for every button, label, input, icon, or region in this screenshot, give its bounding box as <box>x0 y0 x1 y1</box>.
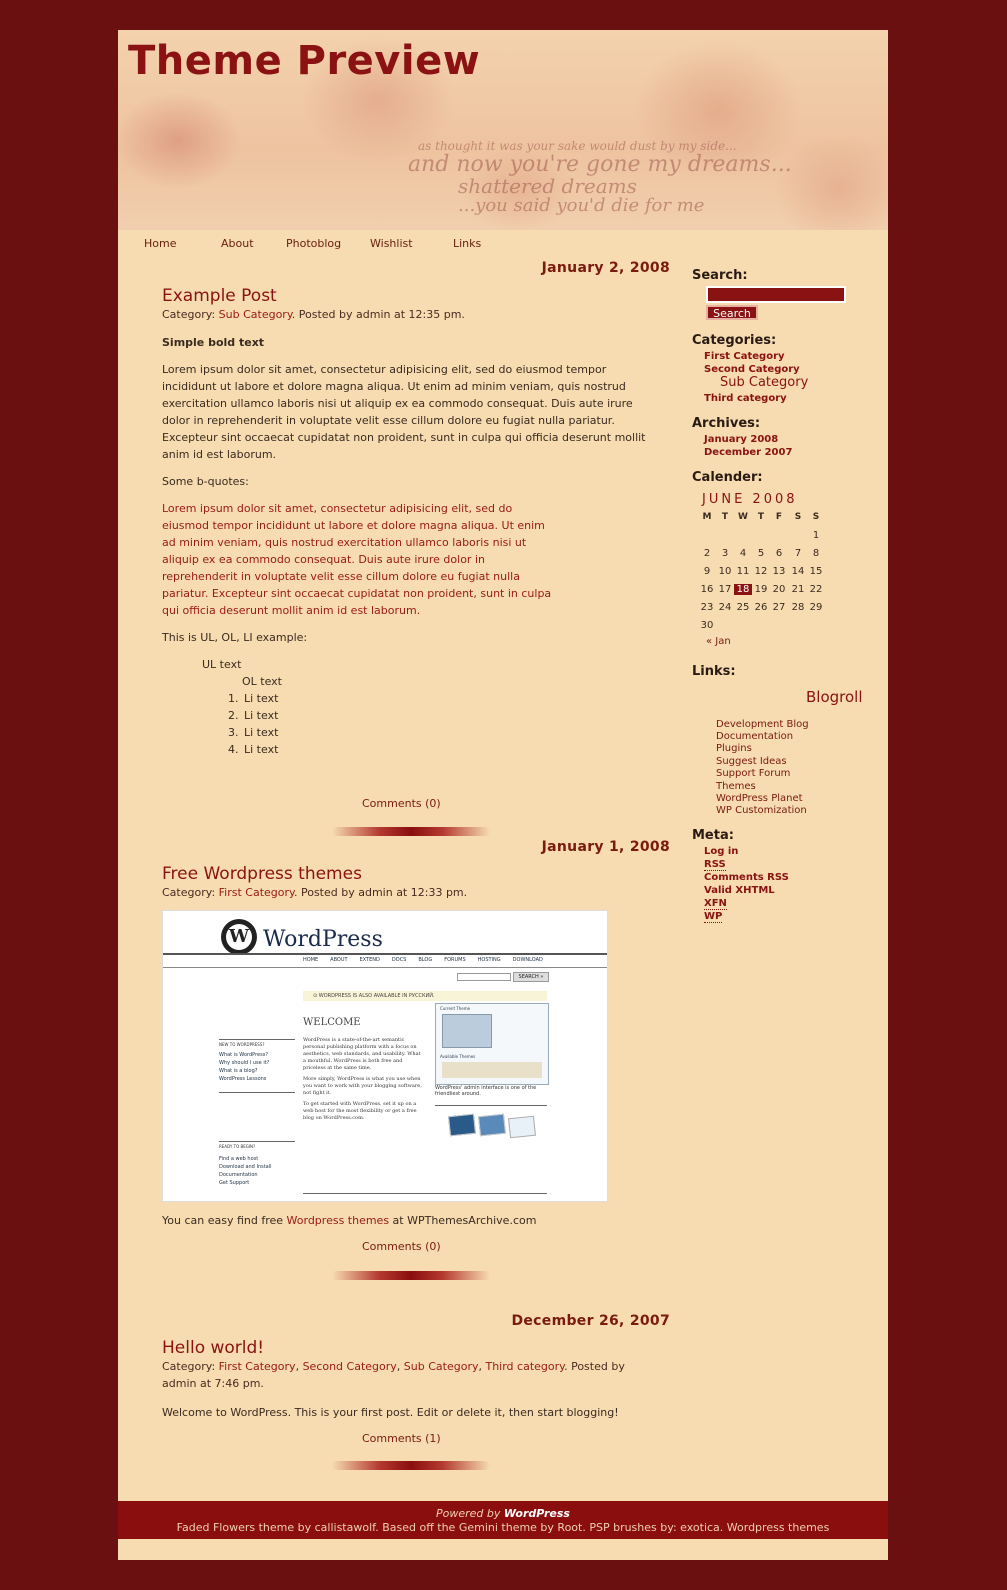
site-header <box>118 30 888 230</box>
meta-suffix: . Posted by admin at 12:35 pm. <box>291 308 465 321</box>
text-suffix: at WPThemesArchive.com <box>389 1214 537 1227</box>
comments-link[interactable]: Comments (0) <box>362 1240 441 1253</box>
archive-jan-2008[interactable]: January 2008 <box>704 434 779 445</box>
calendar-day: 15 <box>809 566 823 577</box>
calendar-day: 12 <box>754 566 768 577</box>
screenshot-panel-title: Current Theme <box>440 1006 471 1011</box>
screenshot-new-item: WordPress Lessons <box>219 1076 267 1082</box>
screenshot-caption: WordPress' admin interface is one of the friendliest around. <box>435 1085 537 1097</box>
calendar-day: 9 <box>703 566 711 577</box>
calendar-day: 6 <box>775 548 783 559</box>
category-link[interactable]: First Category <box>218 1360 296 1373</box>
header-script-line: as thought it was your sake would dust by my side... <box>418 139 737 153</box>
meta-wp-link[interactable]: WP <box>704 911 723 922</box>
meta-login-link[interactable]: Log in <box>704 846 739 857</box>
links-heading: Links: <box>692 664 736 679</box>
post-divider <box>332 1461 490 1470</box>
blogroll-heading: Blogroll <box>806 688 863 706</box>
blogroll-link[interactable]: Documentation <box>716 731 794 742</box>
calendar-day: 7 <box>794 548 802 559</box>
meta-valid-xhtml-link[interactable]: Valid XHTML <box>704 885 775 896</box>
screenshot-rule <box>219 1039 295 1040</box>
search-button[interactable]: Search <box>706 305 758 320</box>
calendar-day: 16 <box>700 584 714 595</box>
blogroll-link[interactable]: WP Customization <box>716 805 807 816</box>
bquotes-label: Some b-quotes: <box>162 475 249 488</box>
screenshot-new-item: What is WordPress? <box>219 1052 268 1058</box>
nav-links[interactable]: Links <box>453 237 482 250</box>
post-divider <box>332 827 490 836</box>
screenshot-ready-head: READY TO BEGIN? <box>219 1144 256 1149</box>
meta-prefix: Category: <box>162 308 219 321</box>
wordpress-wordmark: WordPress <box>263 927 383 952</box>
ordered-list <box>162 690 652 758</box>
post-body <box>162 1212 652 1229</box>
list-label: This is UL, OL, LI example: <box>162 631 308 644</box>
post-divider <box>332 1271 490 1280</box>
wordpress-screenshot <box>162 910 608 1202</box>
post-date: January 2, 2008 <box>541 260 670 276</box>
screenshot-rule <box>303 1193 547 1194</box>
category-link[interactable]: Sub Category <box>218 308 292 321</box>
calendar-day-header: T <box>721 512 729 522</box>
blogroll-link[interactable]: Plugins <box>716 743 752 754</box>
screenshot-search-field <box>457 973 511 981</box>
screenshot-ready-item: Find a web host <box>219 1156 259 1162</box>
screenshot-panel-subtitle: Available Themes <box>440 1054 476 1059</box>
screenshot-new-head: NEW TO WORDPRESS? <box>219 1042 265 1047</box>
site-footer <box>118 1501 888 1539</box>
list-item: 3. Li text <box>242 724 652 741</box>
calendar-day: 14 <box>791 566 805 577</box>
nav-home[interactable]: Home <box>144 237 177 250</box>
nav-wishlist[interactable]: Wishlist <box>370 237 413 250</box>
category-link[interactable]: First Category <box>218 886 294 899</box>
categories-heading: Categories: <box>692 333 777 348</box>
calendar-day: 10 <box>718 566 732 577</box>
blogroll-link[interactable]: Support Forum <box>716 768 791 779</box>
screenshot-new-item: What is a blog? <box>219 1068 258 1074</box>
calendar-day: 1 <box>812 530 820 541</box>
screenshot-rule <box>163 953 607 955</box>
post-title[interactable]: Free Wordpress themes <box>162 864 362 884</box>
calendar-today: 18 <box>734 584 752 595</box>
category-sub[interactable]: Sub Category <box>720 375 809 390</box>
screenshot-paragraph: More simply, WordPress is what you use when you want to work with your blogging software, not fight it. <box>303 1076 422 1096</box>
calendar-day-header: M <box>702 512 712 522</box>
calendar-day-header: W <box>738 512 748 522</box>
screenshot-rule <box>219 1141 295 1142</box>
calendar-day: 26 <box>754 602 768 613</box>
post-meta: Category: First Category, Second Category, Sub Category, Third category. Posted by admin at 7:46 pm. <box>162 1360 625 1390</box>
screenshot-menu-item: DOWNLOAD <box>512 957 543 963</box>
screenshot-theme-row <box>442 1062 542 1078</box>
calendar-day: 20 <box>772 584 786 595</box>
screenshot-menu-item: ABOUT <box>330 957 348 963</box>
meta-rss-link[interactable]: RSS <box>704 859 726 870</box>
blogroll-link[interactable]: Suggest Ideas <box>716 756 787 767</box>
calendar-prev-link[interactable]: « Jan <box>706 636 731 647</box>
meta-prefix: Category: <box>162 1360 219 1373</box>
search-heading: Search: <box>692 268 748 283</box>
screenshot-admin-panel <box>435 1003 549 1085</box>
wordpress-themes-link[interactable]: Wordpress themes <box>286 1214 390 1227</box>
category-link[interactable]: Third category <box>485 1360 565 1373</box>
header-decorative-script <box>408 139 858 216</box>
post-date: January 1, 2008 <box>541 839 670 855</box>
page-container <box>118 30 888 1560</box>
screenshot-rule <box>219 1092 295 1093</box>
screenshot-ready-item: Documentation <box>219 1172 258 1178</box>
calendar-day: 23 <box>700 602 714 613</box>
calendar-day: 21 <box>791 584 805 595</box>
calendar-heading: Calender: <box>692 470 763 485</box>
post-body: Welcome to WordPress. This is your first post. Edit or delete it, then start blogging! <box>162 1406 619 1419</box>
powered-by-wordpress-link[interactable]: WordPress <box>503 1507 570 1520</box>
lorem-paragraph: Lorem ipsum dolor sit amet, consectetur adipisicing elit, sed do eiusmod tempor incididunt ut labore et dolore magna aliqua. Ut enim ad minim veniam, quis nostrud exercitation ullamco laboris nisi ut aliquip ex ea commodo consequat. Duis aute irure dolor in reprehenderit in voluptate velit esse cillum dolore eu fugiat nulla pariatur. Excepteur sint occaecat cupidatat non proident, sunt in culpa qui officia deserunt mollit anim id est laborum. <box>162 363 646 461</box>
calendar-day: 13 <box>772 566 786 577</box>
text-prefix: You can easy find free <box>162 1214 287 1227</box>
calendar-day: 24 <box>718 602 732 613</box>
category-link[interactable]: Second Category <box>302 1360 397 1373</box>
screenshot-menu-item: FORUMS <box>444 957 466 963</box>
screenshot-search-button: SEARCH » <box>513 972 549 982</box>
category-third[interactable]: Third category <box>704 393 787 404</box>
archive-dec-2007[interactable]: December 2007 <box>704 447 793 458</box>
meta-comments-rss-link[interactable]: Comments RSS <box>704 872 789 883</box>
blogroll-link[interactable]: Development Blog <box>716 719 809 730</box>
screenshot-notice: ⊙ WORDPRESS IS ALSO AVAILABLE IN РУССКИЙ. <box>303 991 547 1001</box>
meta-prefix: Category: <box>162 886 219 899</box>
wordpress-logo-icon: W <box>221 919 257 955</box>
post-meta <box>162 306 662 323</box>
screenshot-new-list <box>219 1051 295 1083</box>
calendar-day: 25 <box>736 602 750 613</box>
comments-link[interactable]: Comments (1) <box>362 1432 441 1445</box>
screenshot-menu-item: BLOG <box>418 957 433 963</box>
calendar-day: 28 <box>791 602 805 613</box>
category-link[interactable]: Sub Category <box>403 1360 479 1373</box>
screenshot-menu-item: HOME <box>303 957 319 963</box>
post-title[interactable]: Example Post <box>162 286 277 306</box>
header-script-line: shattered dreams <box>458 173 637 198</box>
powered-by <box>118 1501 888 1520</box>
bold-text: Simple bold text <box>162 336 265 349</box>
screenshot-rule <box>163 967 607 968</box>
nav-about[interactable]: About <box>221 237 254 250</box>
category-first[interactable]: First Category <box>704 351 785 362</box>
calendar-day: 27 <box>772 602 786 613</box>
post-title[interactable]: Hello world! <box>162 1338 265 1358</box>
screenshot-menu-item: EXTEND <box>359 957 380 963</box>
blogroll-link[interactable]: WordPress Planet <box>716 793 803 804</box>
calendar-day: 29 <box>809 602 823 613</box>
screenshot-paragraph: WordPress is a state-of-the-art semantic personal publishing platform with a focus on aesthetics, web standards, and usability. What a mouthful. WordPress is both free and priceless at the same time. <box>303 1037 421 1071</box>
meta-suffix: . Posted by admin at 7:46 pm. <box>162 1360 625 1390</box>
calendar-day: 22 <box>809 584 823 595</box>
screenshot-menu-item: DOCS <box>391 957 407 963</box>
blockquote: Lorem ipsum dolor sit amet, consectetur adipisicing elit, sed do eiusmod tempor incididunt ut labore et dolore magna aliqua. Ut enim ad minim veniam, quis nostrud exercitation ullamco laboris nisi ut aliquip ex ea commodo consequat. Duis aute irure dolor in reprehenderit in voluptate velit esse cillum dolore eu fugiat nulla pariatur. Excepteur sint occaecat cupidatat non proident, sunt in culpa qui officia deserunt mollit anim id est laborum. <box>162 502 552 617</box>
header-script-line: ...you said you'd die for me <box>458 194 705 216</box>
meta-suffix: . Posted by admin at 12:33 pm. <box>293 886 468 899</box>
calendar-day: 3 <box>721 548 729 559</box>
screenshot-menu-item: HOSTING <box>477 957 501 963</box>
meta-xfn-link[interactable]: XFN <box>704 898 727 909</box>
calendar-day: 19 <box>754 584 768 595</box>
calendar-day: 5 <box>757 548 765 559</box>
calendar-day: 17 <box>718 584 732 595</box>
main-nav <box>118 230 888 254</box>
archives-heading: Archives: <box>692 416 761 431</box>
list-item: 1. Li text <box>242 690 652 707</box>
powered-by-text: Powered by <box>436 1507 504 1520</box>
calendar-day-header: T <box>757 512 765 522</box>
screenshot-ready-item: Download and Install <box>219 1164 272 1170</box>
calendar-day-header: S <box>794 512 802 522</box>
screenshot-body-text <box>303 1037 425 1122</box>
screenshot-rule <box>435 1105 547 1106</box>
category-second[interactable]: Second Category <box>704 364 800 375</box>
meta-heading: Meta: <box>692 828 734 843</box>
screenshot-thumb <box>448 1114 476 1137</box>
calendar-day: 11 <box>736 566 750 577</box>
post-body <box>162 334 652 768</box>
calendar-day-header: F <box>775 512 783 522</box>
header-script-line: and now you're gone my dreams... <box>408 151 792 177</box>
post-date: December 26, 2007 <box>511 1313 670 1329</box>
footer-credits: Faded Flowers theme by callistawolf. Based off the Gemini theme by Root. PSP brushes by: exotica. Wordpress themes <box>176 1521 830 1534</box>
ul-text: UL text <box>202 658 242 671</box>
search-input[interactable] <box>706 286 846 303</box>
screenshot-theme-thumb <box>442 1014 492 1048</box>
calendar-day-header: S <box>812 512 820 522</box>
screenshot-ready-list <box>219 1155 295 1187</box>
screenshot-thumb <box>508 1116 536 1139</box>
screenshot-welcome: WELCOME <box>303 1017 361 1028</box>
screenshot-new-item: Why should I use it? <box>219 1060 270 1066</box>
ol-text: OL text <box>242 675 282 688</box>
screenshot-thumb <box>478 1114 506 1137</box>
calendar-day: 4 <box>739 548 747 559</box>
screenshot-ready-item: Get Support <box>219 1180 250 1186</box>
list-item: 4. Li text <box>242 741 652 758</box>
nav-photoblog[interactable]: Photoblog <box>286 237 342 250</box>
post-meta <box>162 884 662 901</box>
list-item: 2. Li text <box>242 707 652 724</box>
screenshot-menu <box>303 957 553 963</box>
calendar-title: JUNE 2008 <box>702 492 798 507</box>
comments-link[interactable]: Comments (0) <box>362 797 441 810</box>
calendar-day: 2 <box>703 548 711 559</box>
screenshot-paragraph: To get started with WordPress, set it up on a web host for the most flexibility or get a free blog on WordPress.com. <box>303 1101 417 1121</box>
calendar-day: 30 <box>700 620 714 631</box>
site-title[interactable]: Theme Preview <box>128 38 481 84</box>
calendar-day: 8 <box>812 548 820 559</box>
blogroll-link[interactable]: Themes <box>716 781 756 792</box>
